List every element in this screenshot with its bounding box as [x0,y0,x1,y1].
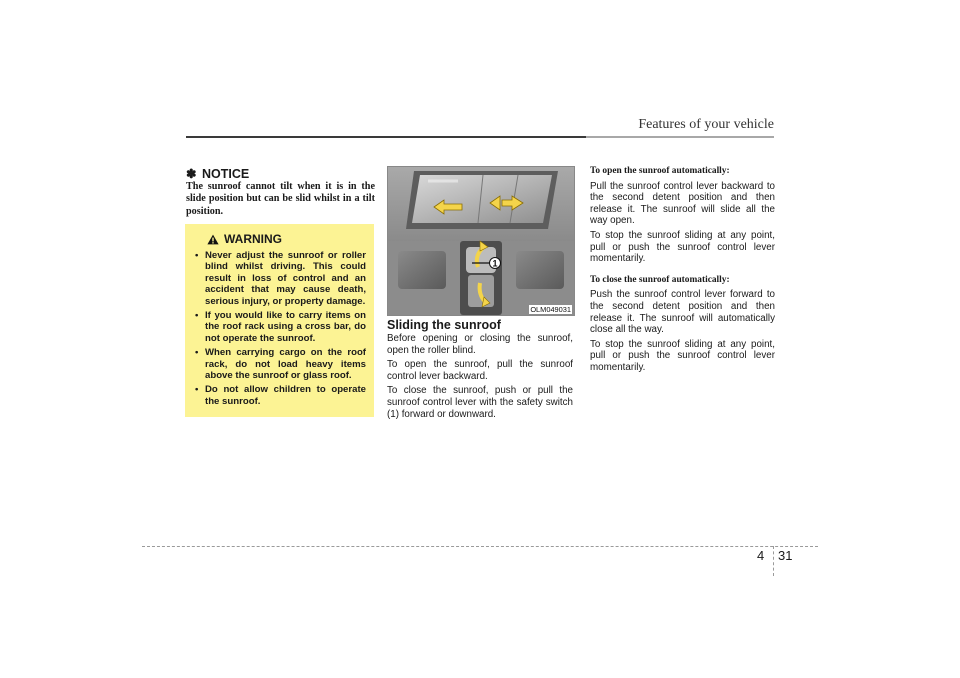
figure-code: OLM049031 [530,305,571,314]
warning-heading [207,232,366,246]
footer-rule [142,546,818,547]
subheading-close-auto: To close the sunroof automatically: [590,274,730,285]
paragraph: To close the sunroof, push or pull the sunroof control lever with the safety switch (1) forward or downward. [387,385,573,420]
subheading-open-auto: To open the sunroof automatically: [590,166,730,176]
warning-list [193,250,366,407]
warning-title: WARNING [224,232,282,246]
warning-box [185,224,374,417]
header-rule-accent [586,136,774,138]
header-rule [186,136,586,138]
warning-item: • Do not allow children to operate the sunroof. [193,384,366,407]
warning-item: • When carrying cargo on the roof rack, do not load heavy items above the sunroof or glass roof. [193,347,366,381]
paragraph: Push the sunroof control lever forward to the second detent position and then release it. The sunroof will automatically close all the way. [590,289,775,336]
sliding-text [387,333,573,423]
warning-triangle-icon [207,234,219,245]
page-number: 31 [778,548,793,563]
paragraph: Before opening or closing the sunroof, open the roller blind. [387,333,573,356]
footer-divider [773,546,774,576]
notice-title: NOTICE [201,167,250,181]
figure-callout-1: 1 [492,258,498,269]
sunroof-console-illustration [388,167,574,315]
warning-item: • Never adjust the sunroof or roller blind whilst driving. This could result in loss of control and an accident that may cause death, serious injury, or property damage. [193,250,366,307]
page-header-title: Features of your vehicle [638,117,774,132]
paragraph: To stop the sunroof sliding at any point, pull or push the sunroof control lever momentarily. [590,229,775,265]
warning-item: • If you would like to carry items on the roof rack using a cross bar, do not operate the sunroof. [193,310,366,344]
sunroof-console-figure [387,166,575,316]
auto-operation-text [590,166,775,377]
notice-body: The sunroof cannot tilt when it is in the slide position but can be slid whilst in a tilt position. [186,181,375,217]
chapter-number: 4 [757,548,765,563]
section-heading-sliding: Sliding the sunroof [387,318,501,332]
paragraph: To open the sunroof, pull the sunroof control lever backward. [387,359,573,382]
notice-mark-icon: ✽ [186,167,197,181]
paragraph: Pull the sunroof control lever backward to the second detent position and then release it. The sunroof will slide all the way open. [590,180,775,227]
paragraph: To stop the sunroof sliding at any point, pull or push the sunroof control lever momentarily. [590,338,775,373]
notice-heading [186,166,249,181]
